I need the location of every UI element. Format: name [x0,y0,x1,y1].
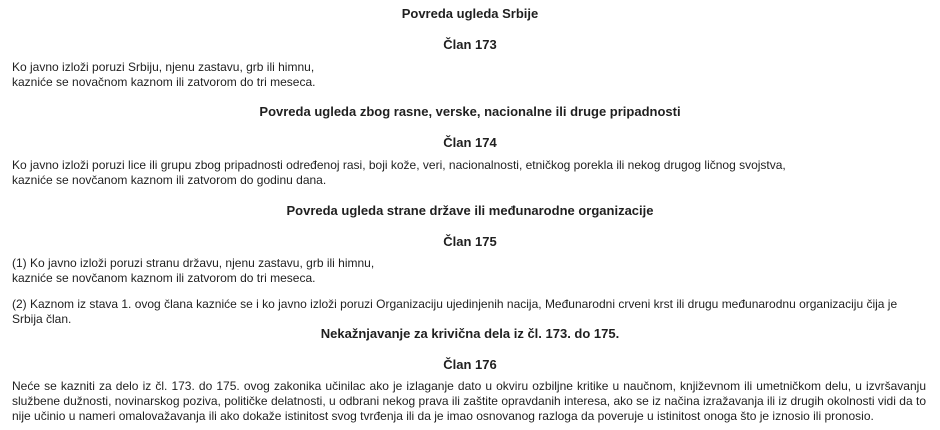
article-title-173: Član 173 [443,37,497,52]
article-title-175: Član 175 [443,234,497,249]
article-176-paragraph: Neće se kazniti za delo iz čl. 173. do 175. ovog zakonika učinilac ako je izlaganje dato u okviru ozbiljne kritike u naučnom, književnom ili umetničkom delu, u izvršavanju službene dužnosti, novinarskog poziva, političke delatnosti, u odbrani nekog prava ili zaštite opravdanih interesa, ako se iz načina izražavanja ili iz drugih okolnosti vidi da to nije učinio u nameri omalovažavanja ili ako dokaže istinitost svog tvrđenja ili da je imao osnovanog razloga da poveruje u istinitost onoga što je iznosio ili pronosio. [12,379,926,423]
article-title-176: Član 176 [443,357,497,372]
article-173-paragraph: Ko javno izloži poruzi Srbiju, njenu zastavu, grb ili himnu, kazniće se novačnom kaznom ili zatvorom do tri meseca. [12,60,316,89]
section-heading-povreda-ugleda-zbog-pripadnosti: Povreda ugleda zbog rasne, verske, nacionalne ili druge pripadnosti [259,104,681,119]
article-title-174: Član 174 [443,135,497,150]
article-175-paragraph-2: (2) Kaznom iz stava 1. ovog člana kazniće se i ko javno izloži poruzi Organizaciju ujedinjenih nacija, Međunarodni crveni krst ili drugu međunarodnu organizaciju čija je Srbija član. [12,297,898,326]
section-heading-povreda-ugleda-strane-drzave: Povreda ugleda strane države ili međunarodne organizacije [286,203,654,218]
section-heading-povreda-ugleda-srbije: Povreda ugleda Srbije [401,6,539,21]
section-heading-nekaznjavanje: Nekažnjavanje za krivična dela iz čl. 173. do 175. [320,326,620,341]
article-174-paragraph: Ko javno izloži poruzi lice ili grupu zbog pripadnosti određenoj rasi, boji kože, veri, nacionalnosti, etničkog porekla ili nekog drugog ličnog svojstva, kazniće se novčanom kaznom ili zatvorom do godinu dana. [12,158,786,187]
article-175-paragraph-1: (1) Ko javno izloži poruzi stranu državu, njenu zastavu, grb ili himnu, kazniće se novčanom kaznom ili zatvorom do tri meseca. [12,256,375,285]
